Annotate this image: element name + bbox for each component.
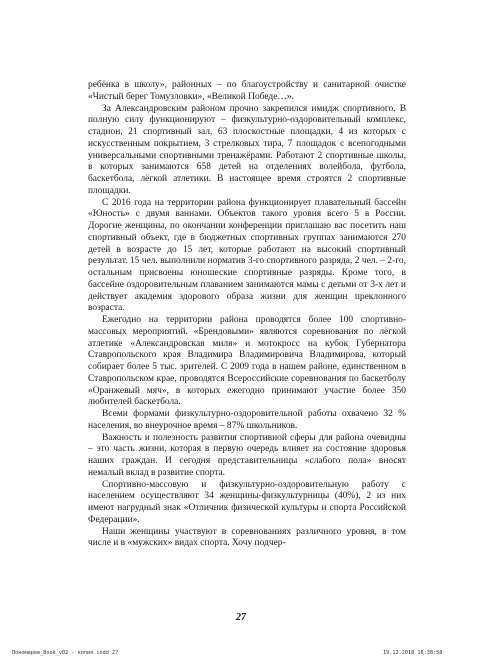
- paragraph-8: Наши женщины участвуют в соревнованиях различного уровня, в том числе и в «мужских» видах спорта. Хочу подчер-: [88, 526, 406, 549]
- print-slug-file: Пономарев_Book_v02 - копия.indd 27: [12, 650, 119, 656]
- page-number: 27: [236, 612, 246, 623]
- paragraph-5: Всеми формами физкультурно-оздоровительной работы охвачено 32 % населения, во внеурочное время – 87% школьников.: [88, 409, 406, 431]
- body-text: [88, 80, 406, 550]
- paragraph-7: Спортивно-массовую и физкультурно-оздоровительную работу с населением осуществляют 34 женщины-физкультурницы (40%), 2 из них имеют нагрудный знак «Отличник физической культуры и спорта Российской Федерации».: [88, 479, 406, 525]
- paragraph-2: За Александровским районом прочно закрепился имидж спортивного. В полную силу функционируют – физкультурно-оздоровительный комплекс, стадион, 21 спортивный зал, 63 плоскостные площадки, 4 из которых с искусственным покрытием, 3 стрелковых тира, 7 площадок с всепогодными универсальными спортивными тренажёрами. Работают 2 спортивные школы, в которых занимаются 658 детей на отделениях волейбола, футбола, баскетбола, лёгкой атлетики. В настоящее время строятся 2 спортивные площадки.: [88, 103, 406, 196]
- print-slug-timestamp: 19.12.2018 16:38:58: [383, 650, 443, 656]
- paragraph-6: Важность и полезность развития спортивной сферы для района очевидны – это часть жизни, которая в первую очередь влияет на состояние здоровья наших граждан. И сегодня представительницы «слабого пола» вносят немалый вклад в развитие спорта.: [88, 432, 406, 478]
- paragraph-1: ребёнка в школу», районных – по благоустройству и санитарной очистке «Чистый берег Томузловки», «Великой Победе…».: [88, 80, 406, 102]
- paragraph-4: Ежегодно на территории района проводятся более 100 спортивно-массовых мероприятий. «Брендовыми» являются соревнования по лёгкой атлетике «Александровская миля» и мотокросс на кубок Губернатора Ставропольского края Владимира Владимировича Владимирова, который собирает более 5 тыс. зрителей. С 2009 года в нашем районе, единственном в Ставропольском крае, проводятся Всероссийские соревнования по баскетболу «Оранжевый мяч», в которых ежегодно принимают участие более 350 любителей баскетбола.: [88, 315, 406, 408]
- paragraph-3: С 2016 года на территории района функционирует плавательный бассейн «Юность» с двумя ваннами. Объектов такого уровня всего 5 в России. Дорогие женщины, по окончании конференции приглашаю вас посетить наш спортивный объект, где в бюджетных спортивных группах занимаются 270 детей в возрасте до 15 лет, которые работают на высокий спортивный результат. 15 чел. выполнили норматив 3-го спортивного разряда, 2 чел. – 2-го, остальным присвоены юношеские спортивные разряды. Кроме того, в бассейне оздоровительным плаванием занимаются мамы с детьми от 3-х лет и действует академия здорового образа жизни для женщин преклонного возраста.: [88, 197, 406, 314]
